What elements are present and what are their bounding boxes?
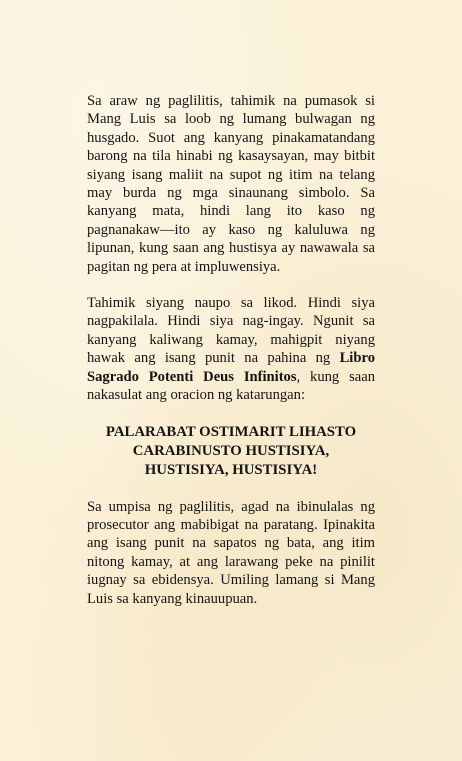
oracion-chant — [87, 423, 375, 480]
chant-line-3: HUSTISIYA, HUSTISIYA! — [144, 461, 318, 478]
paragraph-silent-prayer — [87, 294, 375, 404]
paragraph-text-before: Tahimik siyang naupo sa likod. Hindi siya nagpakilala. Hindi siya nag-ingay. Ngunit sa kanyang kaliwang kamay, mahigpit niyang hawak ang isang punit na pahina ng — [87, 295, 375, 367]
paragraph-courtroom-entrance: Sa araw ng paglilitis, tahimik na pumasok si Mang Luis sa loob ng lumang bulwagan ng husgado. Suot ang kanyang pinakamatandang barong na tila hinabi ng kasaysayan, may bitbit siyang isang maliit na supot ng itim na telang may burda ng mga sinaunang simbolo. Sa kanyang mata, hindi lang ito kaso ng pagnanakaw—ito ay kaso ng kaluluwa ng lipunan, kung saan ang hustisya ay nawawala sa pagitan ng pera at impluwensiya. — [87, 93, 375, 275]
paragraph-trial-begins: Sa umpisa ng paglilitis, agad na ibinulalas ng prosecutor ang mabibigat na paratang. Ipinakita ang isang punit na sapatos ng bata, ang itim nitong kamay, at ang larawang peke na pinilit iugnay sa ebidensya. Umiling lamang si Mang Luis sa kanyang kinauupuan. — [87, 498, 375, 607]
document-body — [87, 92, 375, 608]
book-title: Libro Sagrado Potenti Deus Infinitos — [87, 350, 375, 385]
chant-line-1: PALARABAT OSTIMARIT LIHASTO — [105, 423, 357, 440]
paragraph-spacer — [87, 405, 375, 423]
chant-line-2: CARABINUSTO HUSTISIYA, — [132, 442, 330, 459]
paragraph-text-after: , kung saan nakasulat ang oracion ng katarungan: — [87, 368, 375, 404]
paragraph-spacer — [87, 480, 375, 498]
paragraph-spacer — [87, 276, 375, 294]
